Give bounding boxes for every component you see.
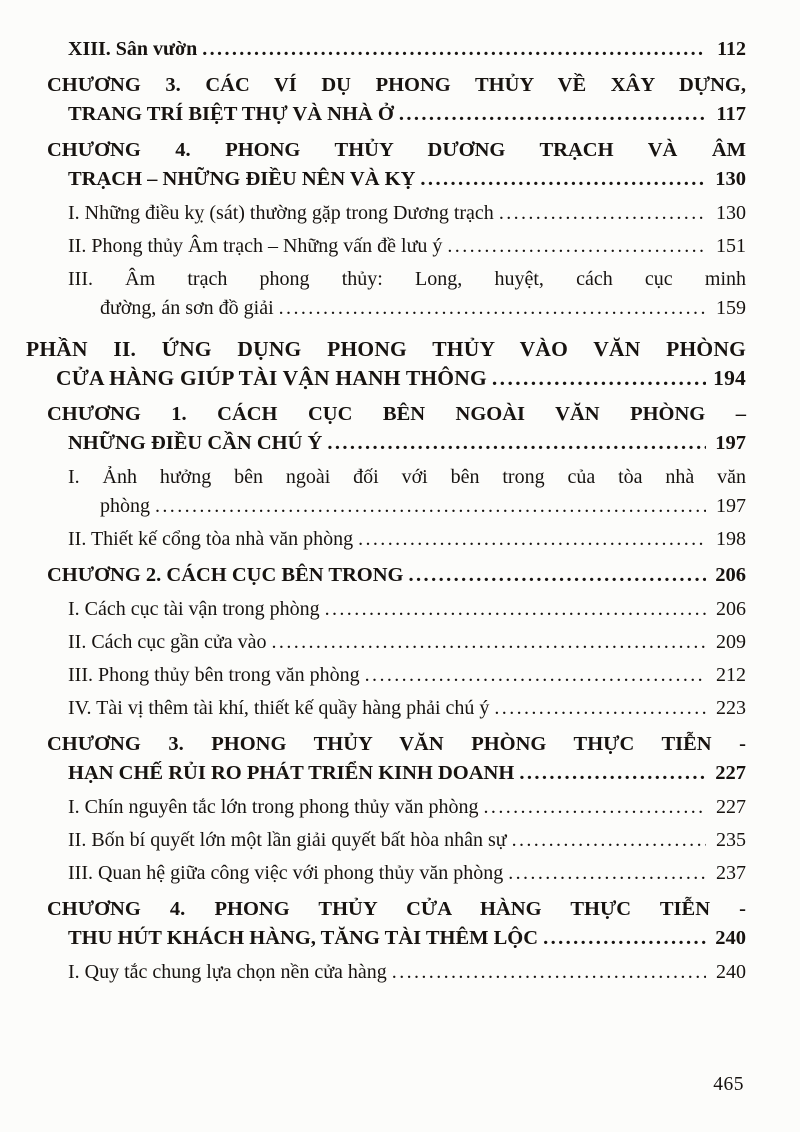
toc-entry-page: 209 [716,631,746,653]
dot-leader [519,759,706,788]
toc-line: I. Ảnh hưởng bên ngoài đối với bên trong của tòa nhà văn [68,466,746,488]
dot-leader [365,661,706,690]
toc-entry-page: 130 [716,202,746,224]
toc-line [26,525,746,554]
toc-entry [26,136,746,194]
dot-leader [492,364,706,393]
toc-entry-page: 194 [713,366,746,390]
toc-title-text: II. Cách cục gần cửa vào [68,631,267,653]
toc-title-text: NHỮNG ĐIỀU CẦN CHÚ Ý [68,432,323,454]
toc-entry [26,71,746,129]
toc-entry [26,400,746,458]
toc-entry [26,463,746,521]
dot-leader [499,199,706,228]
toc-entry-page: 198 [716,528,746,550]
toc-entry-page: 240 [715,927,746,949]
toc-entry-page: 237 [716,862,746,884]
dot-leader [484,793,706,822]
toc-line [26,595,746,624]
dot-leader [508,859,706,888]
toc-entry [26,525,746,554]
toc-line: CHƯƠNG 1. CÁCH CỤC BÊN NGOÀI VĂN PHÒNG – [47,403,746,425]
toc-entry [26,730,746,788]
toc-line: CHƯƠNG 3. CÁC VÍ DỤ PHONG THỦY VỀ XÂY DỰNG, [47,74,746,96]
toc-title-text: III. Phong thủy bên trong văn phòng [68,664,360,686]
dot-leader [420,165,706,194]
dot-leader [358,525,706,554]
toc-title-text: TRANG TRÍ BIỆT THỰ VÀ NHÀ Ở [68,103,394,125]
toc-line [26,199,746,228]
toc-title-text: II. Thiết kế cổng tòa nhà văn phòng [68,528,354,550]
dot-leader [202,35,706,64]
toc-line [26,759,746,788]
toc-line [26,793,746,822]
dot-leader [392,958,706,987]
toc-title-text: đường, án sơn đồ giải [100,297,274,319]
toc-entry-page: 117 [716,103,746,125]
toc-entry [26,199,746,228]
dot-leader [327,429,706,458]
toc-entry-page: 159 [716,297,746,319]
toc-line [26,924,746,953]
dot-leader [279,294,706,323]
dot-leader [494,694,706,723]
toc-line [26,232,746,261]
toc-line [26,561,746,590]
dot-leader [325,595,706,624]
toc-line [26,165,746,194]
toc-line [26,100,746,129]
toc-entry-page: 235 [716,829,746,851]
toc-entry [26,661,746,690]
toc-entry [26,628,746,657]
toc-title-text: CHƯƠNG 2. CÁCH CỤC BÊN TRONG [47,564,404,586]
toc-line [26,628,746,657]
toc-entry [26,35,746,64]
toc-entry [26,958,746,987]
toc-entry-page: 197 [715,432,746,454]
toc-title-text: I. Chín nguyên tắc lớn trong phong thủy văn phòng [68,796,479,818]
toc-title-text: IV. Tài vị thêm tài khí, thiết kế quầy hàng phải chú ý [68,697,490,719]
toc-entry-page: 223 [716,697,746,719]
dot-leader [543,924,706,953]
toc-line: PHẦN II. ỨNG DỤNG PHONG THỦY VÀO VĂN PHÒNG [26,337,746,361]
toc-entry [26,895,746,953]
toc-entry [26,335,746,393]
toc-entry [26,265,746,323]
toc-entry-page: 240 [716,961,746,983]
toc-entry [26,694,746,723]
toc-entry-page: 112 [717,38,746,60]
toc-line [26,492,746,521]
dot-leader [409,561,707,590]
toc-line [26,364,746,393]
toc-entry-page: 206 [716,598,746,620]
toc-title-text: I. Những điều kỵ (sát) thường gặp trong Dương trạch [68,202,494,224]
toc-title-text: XIII. Sân vườn [68,38,198,60]
toc-entry-page: 227 [716,796,746,818]
dot-leader [272,628,706,657]
toc-title-text: TRẠCH – NHỮNG ĐIỀU NÊN VÀ KỴ [68,168,416,190]
toc-title-text: II. Bốn bí quyết lớn một lần giải quyết bất hòa nhân sự [68,829,507,851]
toc-line [26,661,746,690]
toc-entry [26,826,746,855]
toc-entry-page: 227 [715,762,746,784]
dot-leader [512,826,706,855]
toc-title-text: HẠN CHẾ RỦI RO PHÁT TRIỂN KINH DOANH [68,762,515,784]
toc-title-text: THU HÚT KHÁCH HÀNG, TĂNG TÀI THÊM LỘC [68,927,539,949]
dot-leader [447,232,706,261]
toc-entry [26,859,746,888]
toc-entry-page: 197 [716,495,746,517]
dot-leader [155,492,706,521]
toc-entry [26,561,746,590]
toc-entry [26,232,746,261]
toc-line: CHƯƠNG 4. PHONG THỦY DƯƠNG TRẠCH VÀ ÂM [47,139,746,161]
toc-line [26,35,746,64]
toc-entry [26,595,746,624]
toc-entry-page: 151 [716,235,746,257]
toc-entry-page: 206 [715,564,746,586]
toc-title-text: I. Cách cục tài vận trong phòng [68,598,320,620]
toc-title-text: CỬA HÀNG GIÚP TÀI VẬN HANH THÔNG [56,366,487,390]
toc-entry-page: 130 [715,168,746,190]
toc-line [26,958,746,987]
toc-line [26,859,746,888]
toc-line: III. Âm trạch phong thủy: Long, huyệt, cách cục minh [68,268,746,290]
toc-line [26,826,746,855]
toc-title-text: II. Phong thủy Âm trạch – Những vấn đề lưu ý [68,235,443,257]
toc-title-text: III. Quan hệ giữa công việc với phong thủy văn phòng [68,862,504,884]
toc-line [26,429,746,458]
dot-leader [399,100,706,129]
toc-line [26,694,746,723]
page-number: 465 [713,1074,744,1095]
toc-title-text: I. Quy tắc chung lựa chọn nền cửa hàng [68,961,387,983]
toc-entry [26,793,746,822]
toc-entry-page: 212 [716,664,746,686]
toc-line: CHƯƠNG 4. PHONG THỦY CỬA HÀNG THỰC TIỄN - [47,898,746,920]
toc-line [26,294,746,323]
toc-title-text: phòng [100,495,150,517]
toc-line: CHƯƠNG 3. PHONG THỦY VĂN PHÒNG THỰC TIỄN - [47,733,746,755]
